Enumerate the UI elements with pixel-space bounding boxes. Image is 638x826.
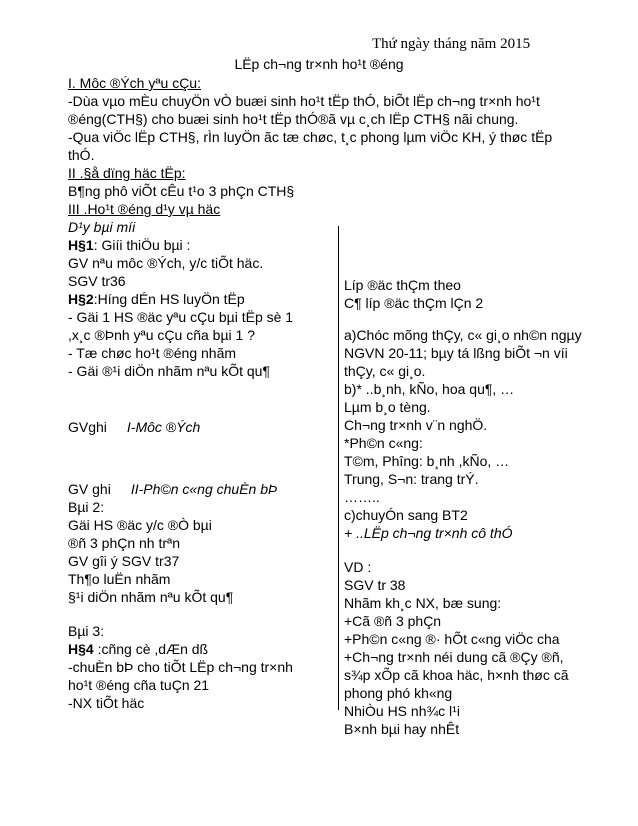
right-line-2: C¶ líp ®äc thÇm lÇn 2 — [344, 295, 484, 311]
objective-2-line-1: -Qua viÖc lËp CTH§, rÌn luyÖn ãc tæ chøc, t¸c phong lµm viÖc KH, ý thøc tËp — [68, 129, 553, 145]
left-line-10 — [68, 480, 277, 498]
objective-1-line-2: ®éng(CTH§) cho buæi sinh ho¹t tËp thÓ®ã vµ c¸ch lËp CTH§ nãi chung. — [68, 111, 519, 127]
right-line-22: phong phó kh«ng — [344, 685, 453, 701]
right-line-18: +Cã ®ñ 3 phÇn — [344, 613, 442, 629]
right-line-20: +Ch¬ng tr×nh néi dung cã ®Çy ®ñ, — [344, 649, 564, 665]
objective-1-line-1: -Dùa vµo mÈu chuyÖn vÒ buæi sinh ho¹t tËp thÓ, biÕt lËp ch¬ng tr×nh ho¹t — [68, 93, 540, 109]
left-line-6: ,x¸c ®Þnh yªu cÇu cña bµi 1 ? — [68, 327, 255, 343]
activity-1-label: H§1 — [68, 237, 94, 253]
left-line-17: Bµi 3: — [68, 623, 105, 639]
date-line: Thứ ngày tháng năm 2015 — [372, 36, 531, 52]
left-line-9 — [68, 418, 200, 436]
section-activities-heading: III .Ho¹t ®éng d¹y vµ häc — [68, 201, 221, 217]
right-line-13: c)chuyÓn sang BT2 — [344, 507, 468, 523]
right-line-23: NhiÒu HS nh¾c l¹i — [344, 703, 460, 719]
right-line-24: B×nh bµi hay nhÊt — [344, 721, 460, 737]
left-line-8: - Gäi ®¹i diÖn nhãm nªu kÕt qu¶ — [68, 363, 270, 379]
right-line-19: +Ph©n c«ng ®· hÕt c«ng viÖc cha — [344, 631, 560, 647]
gv-ghi-2: GV ghi — [68, 481, 111, 497]
right-line-14: + ..LËp ch¬ng tr×nh cô thÓ — [344, 525, 513, 541]
left-line-1 — [68, 236, 190, 254]
right-line-21: s¾p xÕp cã khoa häc, h×nh thøc cã — [344, 667, 569, 683]
left-line-7: - Tæ chøc ho¹t ®éng nhãm — [68, 345, 237, 361]
left-line-5: - Gäi 1 HS ®äc yªu cÇu bµi tËp sè 1 — [68, 309, 294, 325]
right-line-16: SGV tr 38 — [344, 577, 406, 593]
assignment-note: II-Ph©n c«ng chuÈn bÞ — [130, 481, 278, 497]
new-lesson-label: D¹y bµi míi — [68, 219, 136, 235]
materials-text: B¶ng phô viÕt cÊu t¹o 3 phÇn CTH§ — [68, 183, 295, 199]
gv-ghi-1: GVghi — [68, 419, 107, 435]
activity-1-text: : Giíi thiÖu bµi : — [93, 237, 191, 253]
right-line-4: NGVN 20-11; bµy tá lßng biÕt ¬n víi — [344, 345, 568, 361]
column-divider — [338, 226, 339, 710]
right-line-5: thÇy, c« gi¸o. — [344, 363, 426, 379]
left-line-21: -NX tiÕt häc — [68, 695, 145, 711]
lesson-title: LËp ch¬ng tr×nh ho¹t ®éng — [234, 56, 404, 72]
activity-2-text: :Híng dÉn HS luyÖn tËp — [93, 291, 245, 307]
right-line-7: Lµm b¸o tèng. — [344, 399, 431, 415]
activity-4-label: H§4 — [68, 641, 94, 657]
left-line-13: ®ñ 3 phÇn nh trªn — [68, 535, 181, 551]
right-line-15: VD : — [344, 559, 372, 575]
right-line-6: b)* ..b¸nh, kÑo, hoa qu¶, … — [344, 381, 515, 397]
left-line-19: -chuÈn bÞ cho tiÕt LËp ch¬ng tr×nh — [68, 659, 293, 675]
left-line-11: Bµi 2: — [68, 499, 105, 515]
right-line-12: …….. — [344, 489, 380, 505]
left-line-4 — [68, 290, 245, 308]
activity-4-text: :cñng cè ,dÆn dß — [93, 641, 209, 657]
left-line-15: Th¶o luËn nhãm — [68, 571, 171, 587]
right-line-1: Líp ®äc thÇm theo — [344, 277, 461, 293]
left-line-12: Gäi HS ®äc y/c ®Ò bµi — [68, 517, 212, 533]
left-line-2: GV nªu môc ®Ých, y/c tiÕt häc. — [68, 255, 264, 271]
left-line-3: SGV tr36 — [68, 273, 126, 289]
section-materials-heading: II .§å dïng häc tËp: — [68, 165, 186, 181]
right-line-9: *Ph©n c«ng: — [344, 435, 423, 451]
right-line-10: T©m, Phîng: b¸nh ,kÑo, … — [344, 453, 510, 469]
right-line-8: Ch¬ng tr×nh v¨n nghÖ. — [344, 417, 488, 433]
left-line-14: GV gîi ý SGV tr37 — [68, 553, 180, 569]
right-line-11: Trung, S¬n: trang trÝ. — [344, 471, 479, 487]
activity-2-label: H§2 — [68, 291, 94, 307]
right-line-3: a)Chóc mõng thÇy, c« gi¸o nh©n ngµy — [344, 327, 582, 343]
purpose-note: I-Môc ®Ých — [126, 419, 201, 435]
left-line-18 — [68, 640, 208, 658]
right-line-17: Nhãm kh¸c NX, bæ sung: — [344, 595, 502, 611]
left-line-16: §¹i diÖn nhãm nªu kÕt qu¶ — [68, 589, 234, 605]
objective-2-line-2: thÓ. — [68, 147, 95, 163]
left-line-20: ho¹t ®éng cña tuÇn 21 — [68, 677, 210, 693]
section-objectives-heading: I. Môc ®Ých yªu cÇu: — [68, 75, 201, 91]
